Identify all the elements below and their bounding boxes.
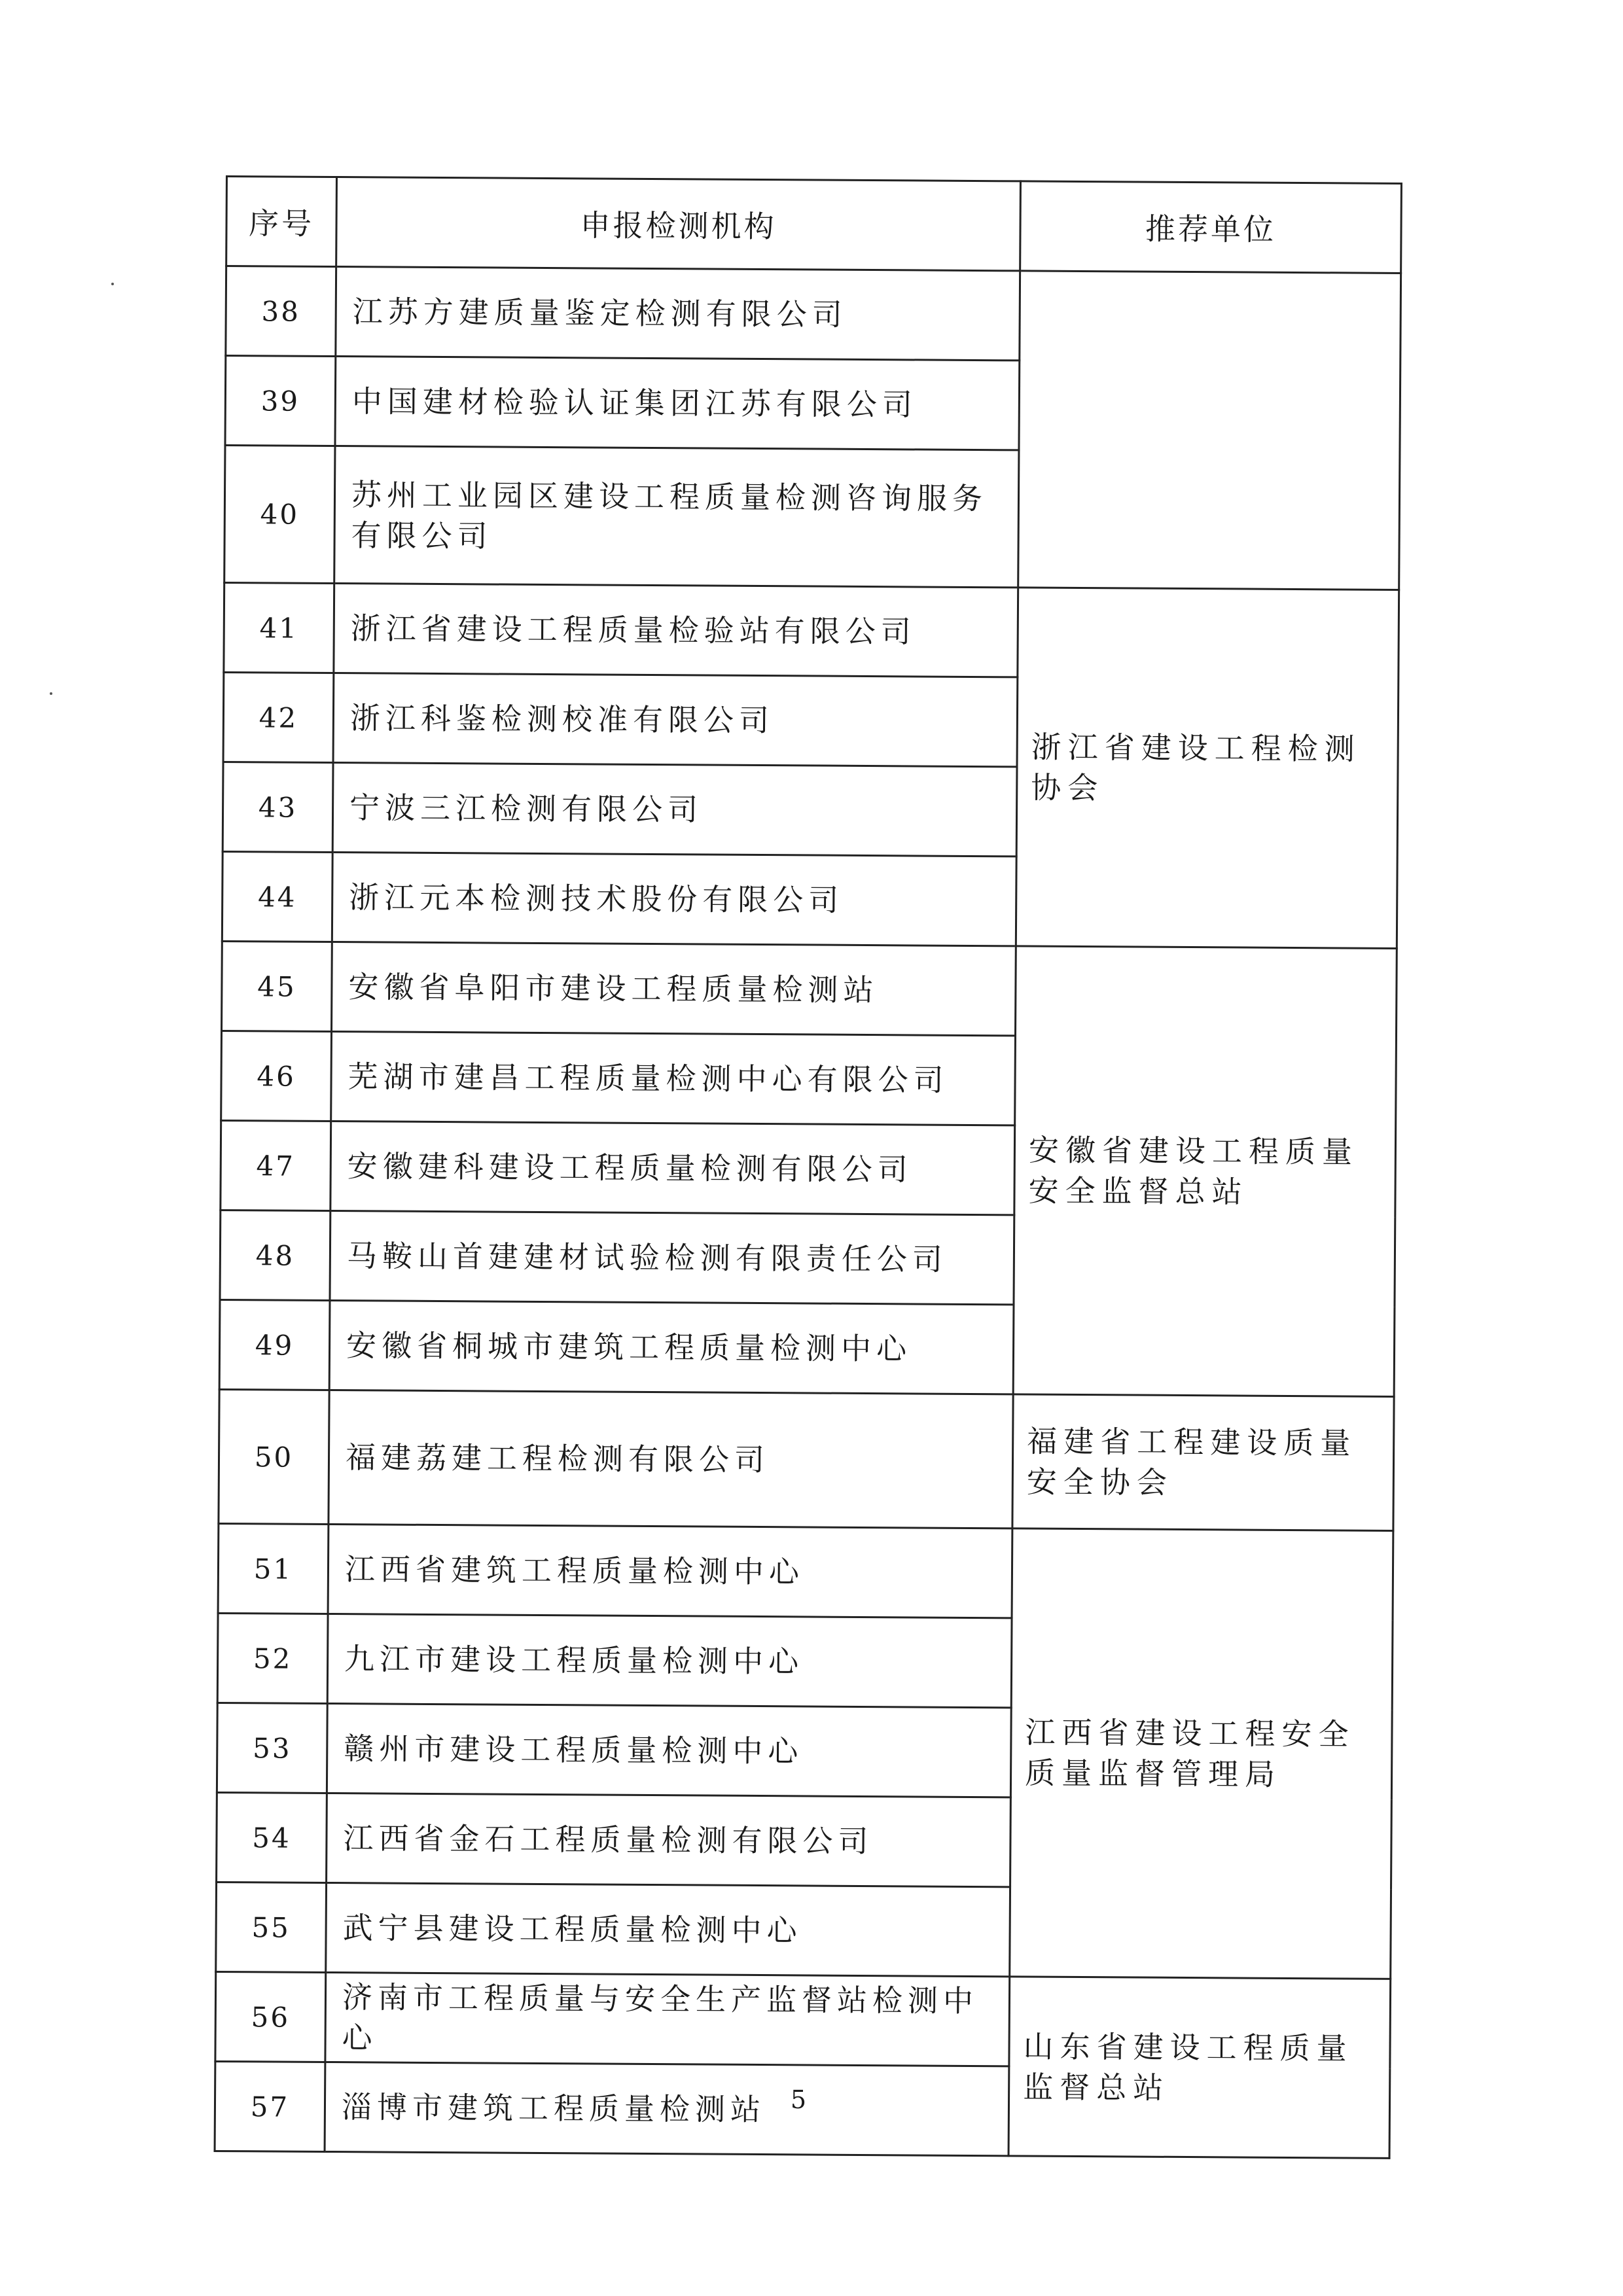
recommender-cell: 福建省工程建设质量安全协会 — [1012, 1394, 1394, 1531]
page-number: 5 — [790, 2085, 807, 2114]
row-org: 浙江元本检测技术股份有限公司 — [332, 853, 1016, 946]
row-org: 江苏方建质量鉴定检测有限公司 — [336, 267, 1020, 361]
table-row — [224, 582, 1399, 679]
recommender-cell — [1018, 271, 1401, 590]
row-org: 九江市建设工程质量检测中心 — [327, 1614, 1012, 1707]
table-row — [226, 266, 1401, 363]
row-org: 济南市工程质量与安全生产监督站检测中心 — [325, 1972, 1010, 2066]
row-org: 宁波三江检测有限公司 — [332, 763, 1017, 857]
scan-speck — [111, 283, 114, 285]
row-seq: 57 — [215, 2061, 325, 2151]
row-seq: 38 — [226, 266, 336, 357]
row-seq: 46 — [221, 1031, 332, 1121]
recommender-cell: 浙江省建设工程检测协会 — [1016, 588, 1399, 949]
header-seq: 序号 — [226, 177, 337, 267]
recommender-cell: 安徽省建设工程质量安全监督总站 — [1013, 946, 1397, 1397]
row-seq: 49 — [219, 1299, 330, 1390]
header-recommender: 推荐单位 — [1020, 181, 1402, 274]
row-org: 浙江科鉴检测校准有限公司 — [333, 673, 1018, 767]
row-org: 赣州市建设工程质量检测中心 — [327, 1703, 1011, 1797]
table-row — [222, 941, 1397, 1038]
table-row — [219, 1389, 1394, 1530]
row-seq: 50 — [219, 1389, 329, 1524]
row-org: 安徽建科建设工程质量检测有限公司 — [330, 1122, 1015, 1215]
row-org: 安徽省阜阳市建设工程质量检测站 — [332, 942, 1016, 1036]
row-seq: 42 — [223, 672, 334, 762]
table-row — [218, 1523, 1393, 1620]
row-org: 武宁县建设工程质量检测中心 — [326, 1882, 1010, 1976]
row-org: 马鞍山首建建材试验检测有限责任公司 — [330, 1211, 1014, 1305]
row-org: 芜湖市建昌工程质量检测中心有限公司 — [331, 1032, 1016, 1125]
row-seq: 52 — [217, 1613, 328, 1703]
row-seq: 47 — [221, 1120, 331, 1210]
row-seq: 53 — [217, 1703, 327, 1793]
row-seq: 41 — [224, 582, 334, 673]
row-seq: 40 — [224, 446, 335, 584]
header-org: 申报检测机构 — [336, 177, 1021, 271]
institution-table — [214, 175, 1402, 2159]
row-seq: 56 — [215, 1971, 326, 2062]
row-seq: 48 — [220, 1210, 330, 1300]
row-seq: 45 — [222, 941, 332, 1031]
recommender-cell: 山东省建设工程质量监督总站 — [1008, 1977, 1391, 2159]
row-seq: 44 — [222, 851, 332, 942]
row-org: 中国建材检验认证集团江苏有限公司 — [335, 357, 1020, 450]
row-org: 淄博市建筑工程质量检测站 — [325, 2062, 1009, 2155]
row-org: 苏州工业园区建设工程质量检测咨询服务有限公司 — [334, 446, 1019, 588]
row-seq: 39 — [225, 356, 336, 446]
table-row — [215, 1971, 1391, 2068]
row-seq: 43 — [223, 762, 333, 852]
row-org: 安徽省桐城市建筑工程质量检测中心 — [329, 1301, 1014, 1394]
row-org: 浙江省建设工程质量检验站有限公司 — [334, 584, 1018, 677]
row-org: 江西省金石工程质量检测有限公司 — [327, 1793, 1011, 1886]
scan-speck — [50, 692, 52, 695]
row-seq: 55 — [216, 1882, 327, 1972]
row-seq: 51 — [218, 1523, 329, 1614]
row-org: 江西省建筑工程质量检测中心 — [328, 1524, 1012, 1617]
recommender-cell: 江西省建设工程安全质量监督管理局 — [1010, 1528, 1393, 1979]
row-org: 福建荔建工程检测有限公司 — [329, 1390, 1013, 1528]
table-header-row — [226, 177, 1402, 274]
row-seq: 54 — [217, 1792, 327, 1882]
